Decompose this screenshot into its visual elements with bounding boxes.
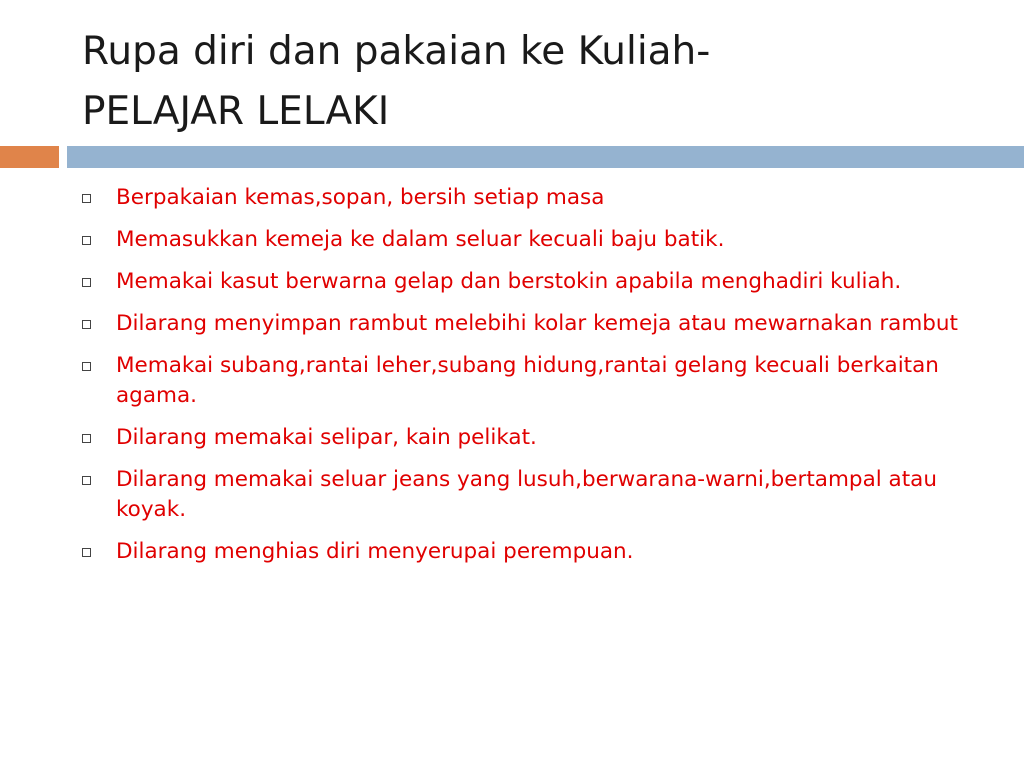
bullet-item (80, 225, 960, 255)
bullet-item (80, 267, 960, 297)
hollow-square-bullet-icon (82, 278, 91, 287)
hollow-square-bullet-icon (82, 320, 91, 329)
bullet-item (80, 465, 960, 525)
hollow-square-bullet-icon (82, 434, 91, 443)
bullet-item (80, 423, 960, 453)
bullet-item (80, 537, 960, 567)
hollow-square-bullet-icon (82, 362, 91, 371)
bullet-text: Memasukkan kemeja ke dalam seluar kecuali baju batik. (116, 227, 725, 252)
divider-accent-block (0, 146, 59, 168)
hollow-square-bullet-icon (82, 476, 91, 485)
slide-title (82, 22, 982, 142)
hollow-square-bullet-icon (82, 194, 91, 203)
hollow-square-bullet-icon (82, 548, 91, 557)
bullet-text: Dilarang memakai selipar, kain pelikat. (116, 425, 537, 450)
bullet-text: Dilarang memakai seluar jeans yang lusuh,berwarana-warni,bertampal atau koyak. (116, 467, 937, 522)
slide-title-line-2: PELAJAR LELAKI (82, 89, 390, 134)
title-divider (0, 146, 1024, 168)
bullet-text: Berpakaian kemas,sopan, bersih setiap masa (116, 185, 605, 210)
bullet-item (80, 351, 960, 411)
bullet-item (80, 183, 960, 213)
bullet-text: Dilarang menghias diri menyerupai perempuan. (116, 539, 634, 564)
bullet-item (80, 309, 960, 339)
bullet-list (80, 183, 960, 579)
bullet-text: Memakai kasut berwarna gelap dan berstokin apabila menghadiri kuliah. (116, 269, 902, 294)
divider-bar (67, 146, 1024, 168)
bullet-text: Dilarang menyimpan rambut melebihi kolar kemeja atau mewarnakan rambut (116, 311, 958, 336)
hollow-square-bullet-icon (82, 236, 91, 245)
slide-title-line-1: Rupa diri dan pakaian ke Kuliah- (82, 29, 711, 74)
bullet-text: Memakai subang,rantai leher,subang hidung,rantai gelang kecuali berkaitan agama. (116, 353, 939, 408)
